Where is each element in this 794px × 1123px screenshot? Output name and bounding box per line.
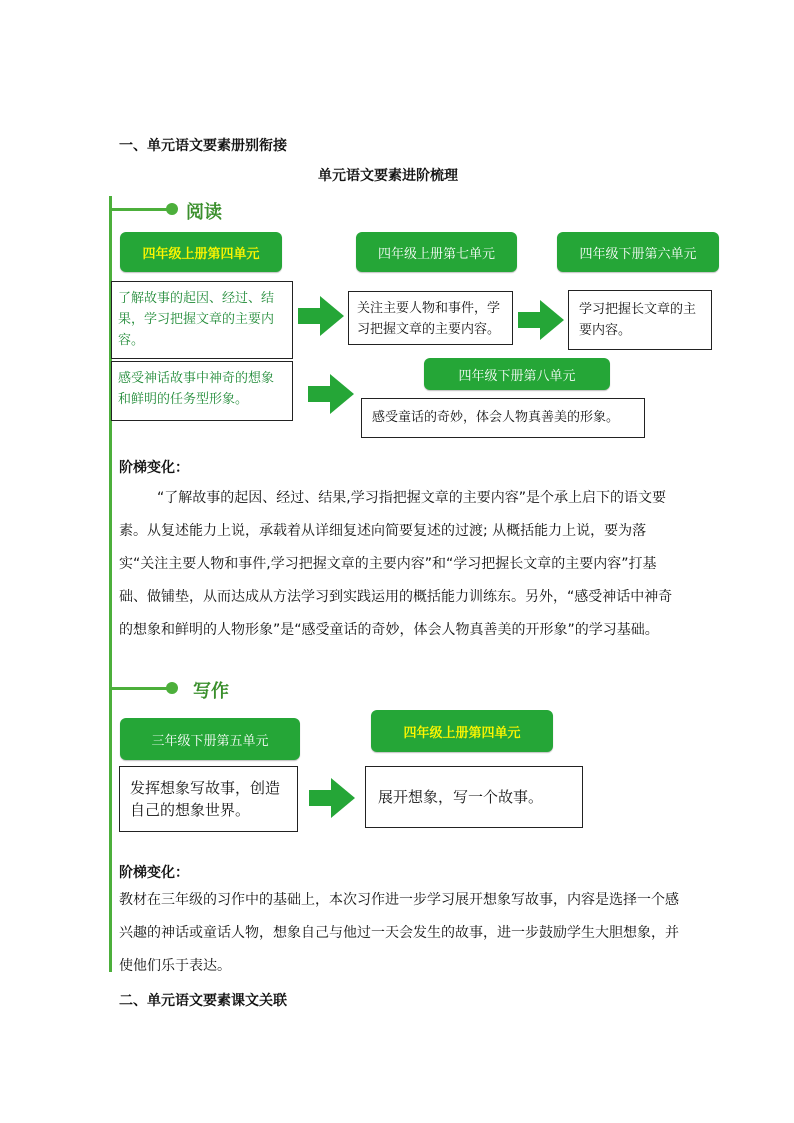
writing-box-1: 发挥想象写故事，创造自己的想象世界。: [119, 766, 298, 832]
right-arrow-icon: [309, 778, 355, 818]
writing-box-2: 展开想象，写一个故事。: [365, 766, 583, 828]
writing-change-label: 阶梯变化：: [119, 865, 189, 881]
reading-box-4: 感受神话故事中神奇的想象和鲜明的任务型形象。: [111, 361, 293, 421]
unit-label-writing-1: 三年级下册第五单元: [120, 718, 300, 760]
writing-connector: [109, 687, 173, 690]
reading-change-text: [119, 482, 679, 647]
writing-change-text: [119, 884, 679, 983]
reading-change-paragraph: “了解故事的起因、经过、结果,学习指把握文章的主要内容”是个承上启下的语文要素。从复述能力上说，承载着从详细复述向简要复述的过渡; 从概括能力上说，要为落实“关注主要人物和事件,学习把握文章的主要内容”和“学习把握长文章的主要内容”打基础、做铺垫，从而达成从方法学习到实践运用的概括能力训练东。另外，“感受神话中神奇的想象和鲜明的人物形象”是“感受童话的奇妙，体会人物真善美的开形象”的学习基础。: [119, 490, 673, 638]
section1-heading: 一、单元语文要素册别衔接: [119, 138, 287, 154]
section2-heading: 二、单元语文要素课文关联: [119, 993, 287, 1009]
writing-change-paragraph: 教材在三年级的习作中的基础上，本次习作进一步学习展开想象写故事，内容是选择一个感兴趣的神话或童话人物，想象自己与他过一天会发生的故事，进一步鼓励学生大胆想象，并使他们乐于表达。: [119, 892, 679, 974]
right-arrow-icon: [518, 300, 564, 340]
reading-box-3: 学习把握长文章的主要内容。: [568, 290, 712, 350]
timeline-dot-icon: [166, 682, 178, 694]
writing-title: 写作: [193, 681, 229, 702]
timeline-dot-icon: [166, 203, 178, 215]
unit-label-reading-2: 四年级上册第七单元: [356, 232, 517, 272]
reading-box-2: 关注主要人物和事件，学习把握文章的主要内容。: [348, 291, 513, 345]
right-arrow-icon: [308, 374, 354, 414]
reading-box-1: 了解故事的起因、经过、结果，学习把握文章的主要内容。: [111, 281, 293, 359]
unit-label-writing-2: 四年级上册第四单元: [371, 710, 553, 752]
unit-label-reading-3: 四年级下册第六单元: [557, 232, 719, 272]
reading-title: 阅读: [186, 202, 222, 223]
reading-connector: [109, 208, 173, 211]
reading-change-label: 阶梯变化：: [119, 460, 189, 476]
unit-label-reading-1: 四年级上册第四单元: [120, 232, 282, 272]
unit-label-reading-4: 四年级下册第八单元: [424, 358, 610, 390]
chart-title: 单元语文要素进阶梳理: [318, 168, 458, 184]
reading-box-5: 感受童话的奇妙，体会人物真善美的形象。: [361, 398, 645, 438]
right-arrow-icon: [298, 296, 344, 336]
